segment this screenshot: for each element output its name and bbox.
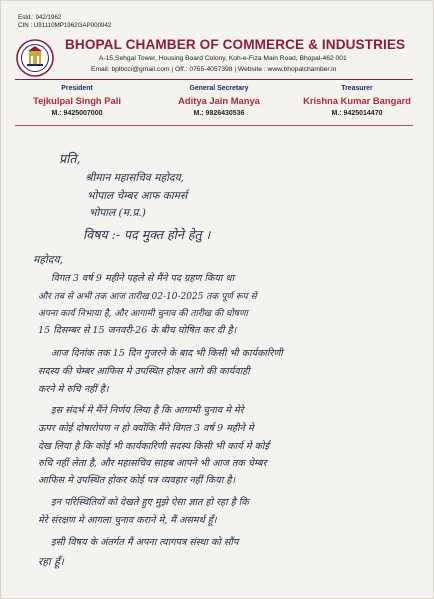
body-line: ऊपर कोई दोषारोपण न हो क्योंकि मैंने विगत 3 वर्ष 9 महीने मे	[38, 423, 254, 434]
body-line: इसी विषय के अंतर्गत मैं अपना त्यागपत्र संस्था को सौंप	[51, 537, 239, 548]
body-line: 15 दिसम्बर से 15 जनवरी-26 के बीच घोषित कर दी है।	[38, 325, 237, 336]
body-line: सदस्य की चेम्बर आफिस मे उपस्थित होकर आगे की कार्यवाही	[38, 366, 250, 377]
body-line: करने मे रुचि नहीं है।	[38, 384, 109, 395]
body-line: इस संदर्भ मे मैंने निर्णय लिया है कि आगामी चुनाव मे मेरे	[51, 405, 244, 416]
officer-treasurer	[293, 85, 421, 117]
body-line: विगत 3 वर्ष 9 महीने पहले से मैंने पद ग्रहण किया था	[51, 273, 235, 284]
officer-phone: M.: 9425014470	[331, 110, 383, 117]
salutation: महोदय,	[33, 254, 63, 266]
officer-name: Krishna Kumar Bangard	[303, 95, 411, 106]
body-line: आफिस मे उपस्थित होकर कोई पत्र व्यवहार नहीं किया है।	[38, 475, 236, 486]
recipient-line: भोपाल चेम्बर आफ कामर्स	[87, 190, 188, 202]
cin-text: CIN : U91110MP1962GAP000942	[18, 22, 112, 29]
officer-phone: M.: 9425007000	[51, 110, 103, 117]
officer-president	[15, 85, 139, 117]
officer-phone: M.: 9826430536	[193, 110, 245, 117]
recipient-line: श्रीमान महासचिव महोदय,	[85, 172, 185, 184]
body-line: रुचि नहीं लेता है, और महासचिव साहब आपने भी आज तक चेम्बर	[38, 458, 267, 469]
body-line: रहा हूँ।	[38, 556, 64, 568]
officer-role: President	[61, 85, 93, 92]
officer-role: Treasurer	[341, 85, 373, 92]
registration-info	[18, 14, 111, 30]
body-line: देख लिया है कि कोई भी कार्यकारिणी सदस्य किसी भी कार्य मे कोई	[38, 441, 270, 452]
officer-general-secretary	[151, 85, 287, 117]
officers-divider	[15, 125, 413, 126]
body-line: इन परिस्थितियों को देखते हुए मुझे ऐसा ज्ञात हो रहा है कि	[51, 497, 249, 508]
officer-role: General Secretary	[189, 85, 249, 92]
officer-name: Tejkulpal Singh Pali	[33, 95, 121, 106]
officer-name: Aditya Jain Manya	[178, 95, 260, 106]
estd-text: Estd.: 942/1962	[18, 14, 62, 21]
subject-line: विषय :- पद मुक्त होने हेतु ।	[83, 227, 211, 242]
to-label: प्रति,	[59, 151, 81, 166]
chamber-logo	[15, 38, 55, 78]
body-line: अपना कार्य निभाया है, और आगामी चुनाव की तारीख की घोषणा	[38, 309, 248, 319]
organization-address: A-15,Sehgal Tower, Housing Board Colony, Koh-e-Fiza Main Road, Bhopal-462 001	[99, 55, 347, 62]
organization-name: BHOPAL CHAMBER OF COMMERCE & INDUSTRIES	[65, 37, 406, 52]
header-divider	[15, 79, 413, 80]
organization-contact: Email: bplbcci@gmail.com | Off.: 0755-4057398 | Website : www.bhopalchamber.in	[91, 66, 337, 73]
body-line: और तब से अभी तक आज तारीख 02-10-2025 तक पूर्ण रूप से	[38, 292, 257, 302]
body-line: आज दिनांक तक 15 दिन गुजरने के बाद भी किसी भी कार्यकारिणी	[51, 348, 283, 359]
recipient-line: भोपाल (म.प्र.)	[89, 207, 146, 219]
body-line: मेरे संरक्षण मे आगला चुनाव कराने मे, मैं असमर्थ हूँ।	[38, 515, 217, 526]
